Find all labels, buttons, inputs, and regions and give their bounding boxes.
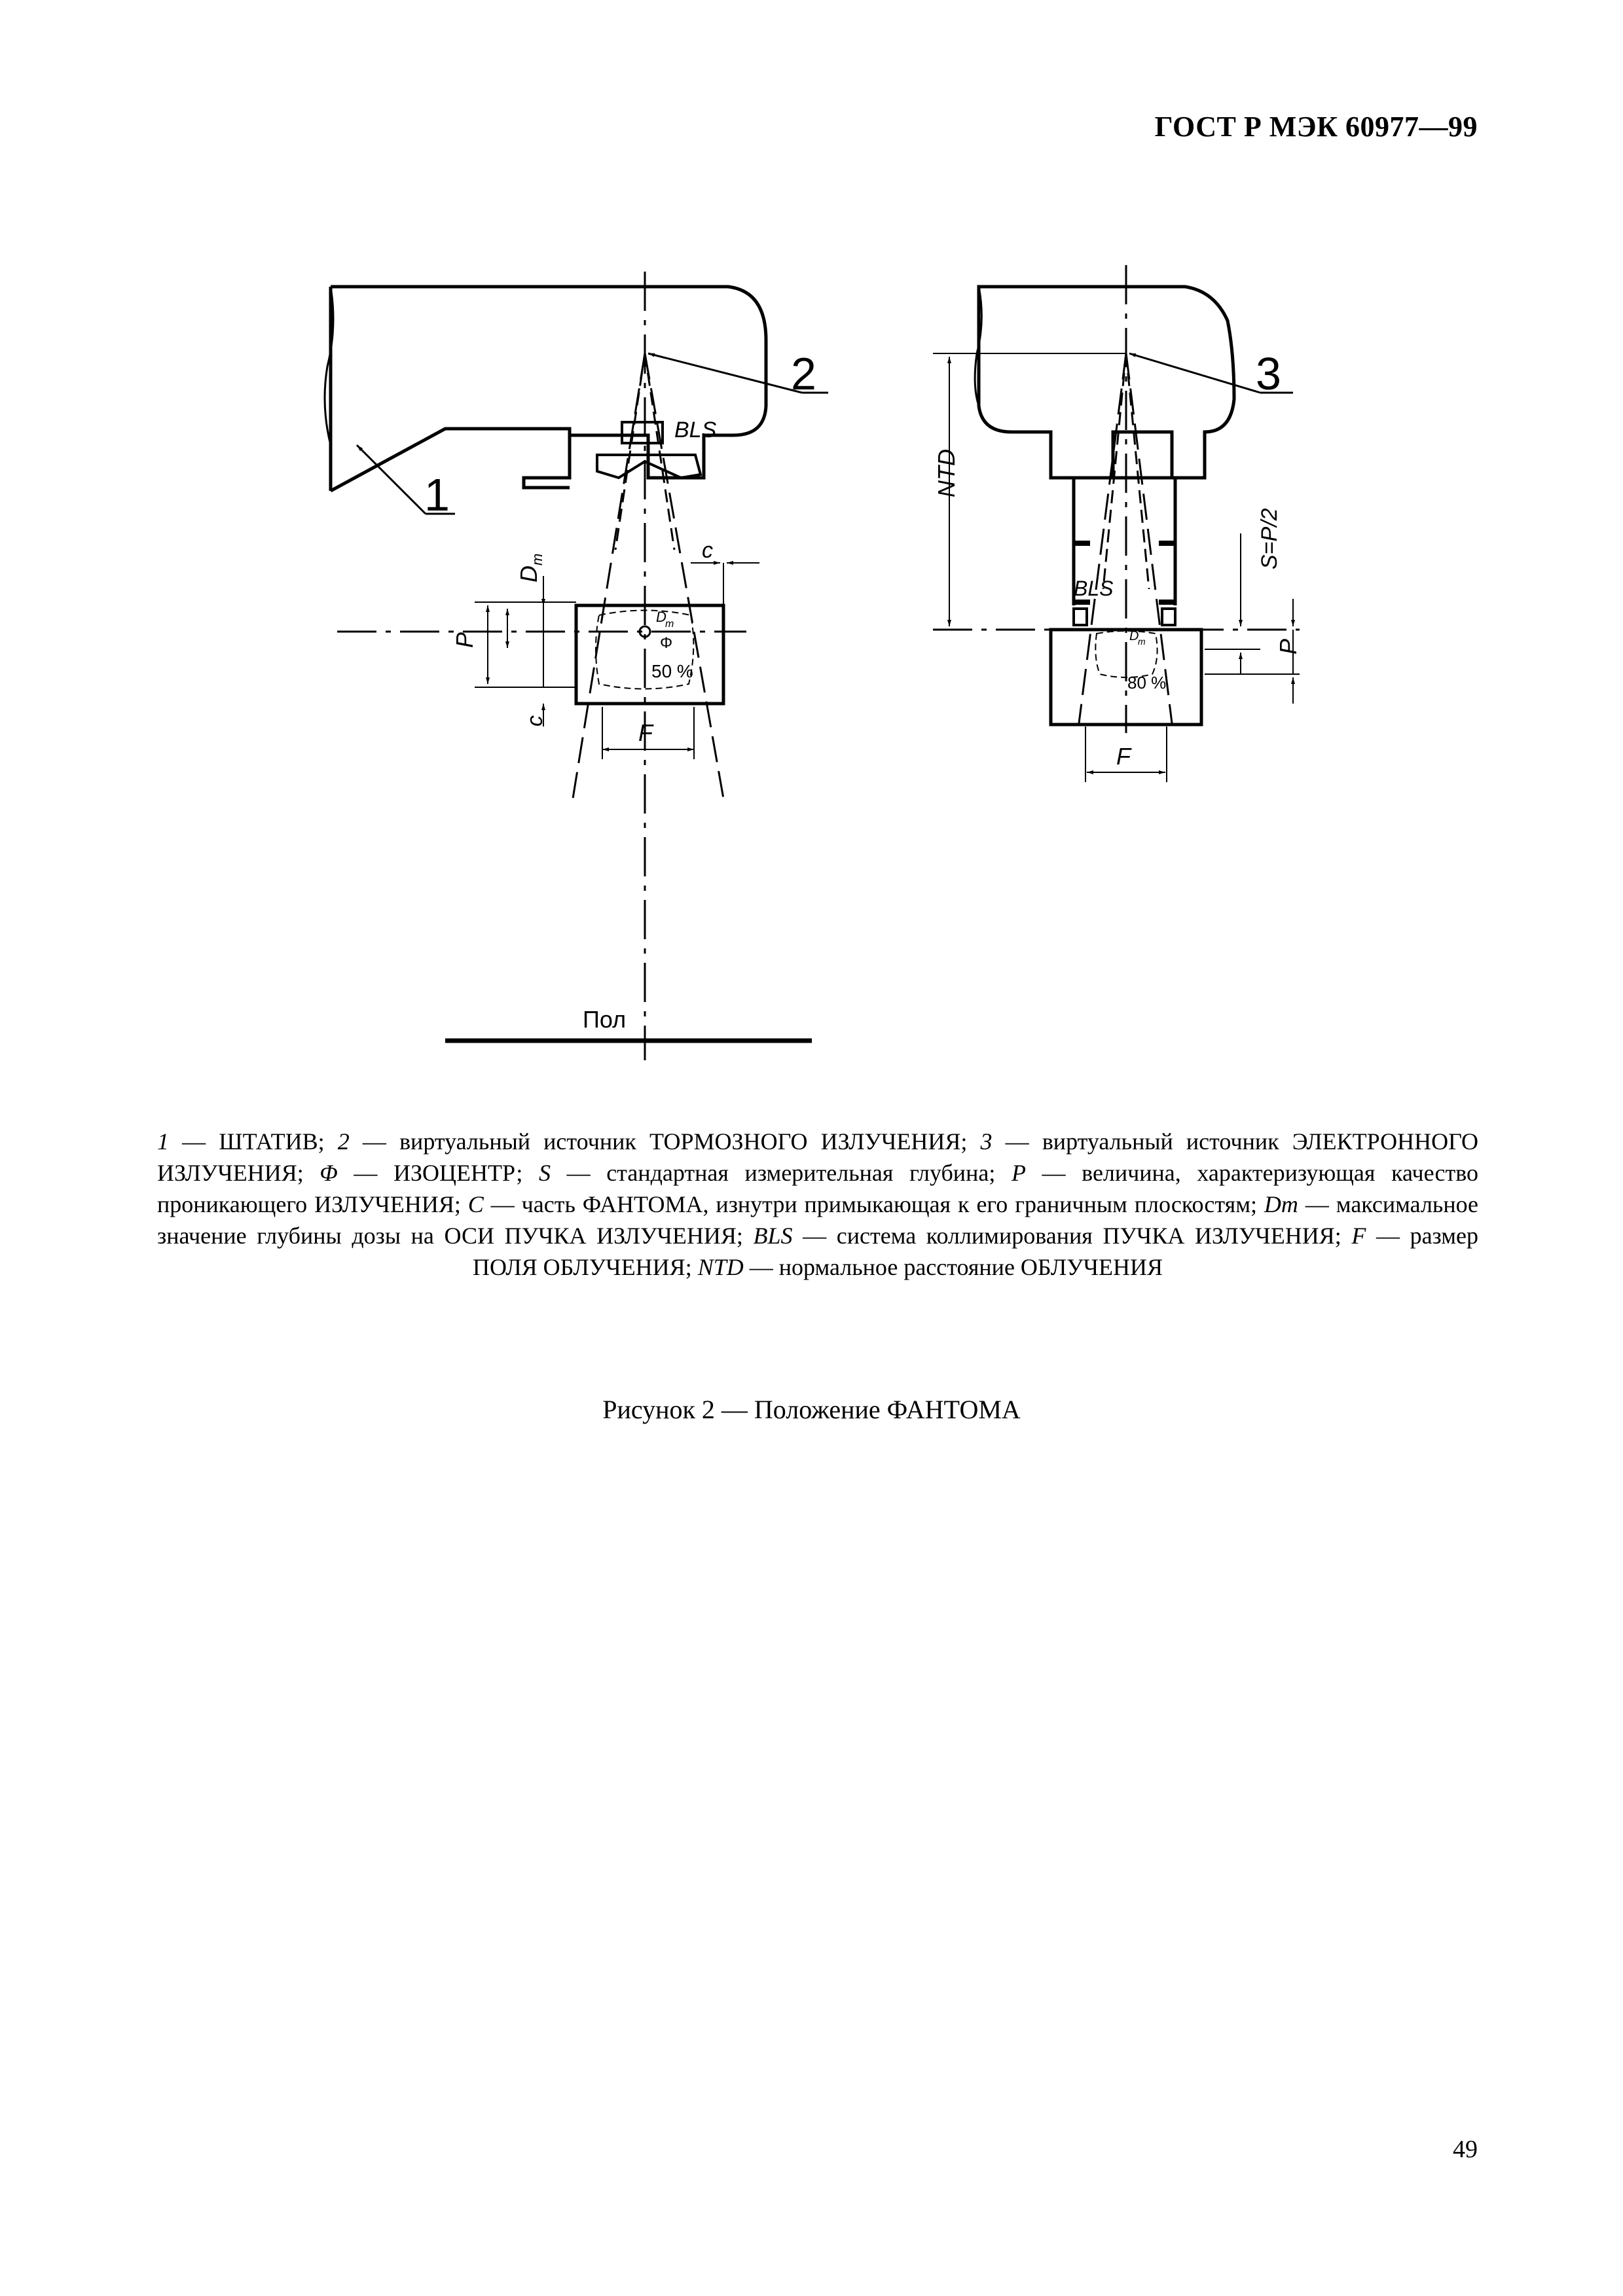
legend-item: Dm — максимальное значение глубины дозы на ОСИ ПУЧКА ИЗЛУЧЕНИЯ;: [157, 1191, 1479, 1249]
right-f-label: F: [1116, 743, 1131, 770]
right-dm-inner-sub-label: m: [1138, 636, 1146, 647]
ntd-label: NTD: [933, 449, 960, 497]
dm-sub-label: m: [529, 553, 545, 565]
right-bls-label: BLS: [1074, 577, 1114, 600]
legend-item: BLS — система коллимирования ПУЧКА ИЗЛУЧЕНИЯ;: [753, 1223, 1352, 1249]
left-diagram: [325, 272, 828, 1060]
bls-label: BLS: [674, 418, 717, 442]
legend-item: F — размер ПОЛЯ ОБЛУЧЕНИЯ;: [472, 1223, 1479, 1280]
gantry-body: [331, 287, 766, 491]
right-dm-inner-label: D: [1129, 629, 1139, 643]
figure-legend: [157, 1126, 1478, 1283]
right-p-label: P: [1275, 638, 1302, 655]
legend-item: NTD — нормальное расстояние ОБЛУЧЕНИЯ: [697, 1254, 1163, 1280]
legend-item: P — величина, характеризующая качество проникающего ИЗЛУЧЕНИЯ;: [157, 1160, 1479, 1217]
legend-item: 2 — виртуальный источник ТОРМОЗНОГО ИЗЛУЧЕНИЯ;: [337, 1128, 981, 1155]
legend-item: 1 — ШТАТИВ;: [157, 1128, 338, 1155]
callout-2-label: 2: [791, 348, 816, 399]
phi-label: Φ: [660, 634, 673, 652]
legend-item: S — стандартная измерительная глубина;: [538, 1160, 1012, 1186]
left-labels: [424, 348, 816, 1033]
legend-item: Φ — ИЗОЦЕНТР;: [319, 1160, 539, 1186]
dm-label: D: [515, 565, 542, 583]
c-bottom-label: c: [522, 715, 547, 726]
legend-item: 3 — виртуальный источник ЭЛЕКТРОННОГО ИЗЛУЧЕНИЯ;: [157, 1128, 1479, 1186]
f-label: F: [638, 719, 653, 746]
gantry-body-lower: [331, 429, 570, 491]
phantom-position-figure: [0, 0, 1623, 1100]
isodose-50-label: 50 %: [651, 661, 693, 681]
page-number: 49: [1453, 2136, 1478, 2163]
dm-inner-label: D: [656, 609, 666, 625]
figure-caption: Рисунок 2 — Положение ФАНТОМА: [602, 1395, 1021, 1424]
p-label: P: [451, 632, 478, 648]
right-diagram: [933, 265, 1300, 782]
c-top-label: c: [702, 538, 713, 563]
callout-3-label: 3: [1256, 348, 1281, 399]
right-labels: [933, 348, 1302, 770]
document-id: ГОСТ Р МЭК 60977—99: [1154, 111, 1478, 143]
isodose-80-label: 80 %: [1127, 673, 1167, 692]
dm-inner-sub-label: m: [665, 619, 674, 630]
accelerator-head: [979, 287, 1234, 478]
legend-item: C — часть ФАНТОМА, изнутри примыкающая к его граничным плоскостям;: [467, 1191, 1264, 1217]
s-label: S=P/2: [1257, 508, 1282, 569]
floor-label: Пол: [583, 1006, 627, 1033]
callout-1-label: 1: [424, 469, 450, 520]
